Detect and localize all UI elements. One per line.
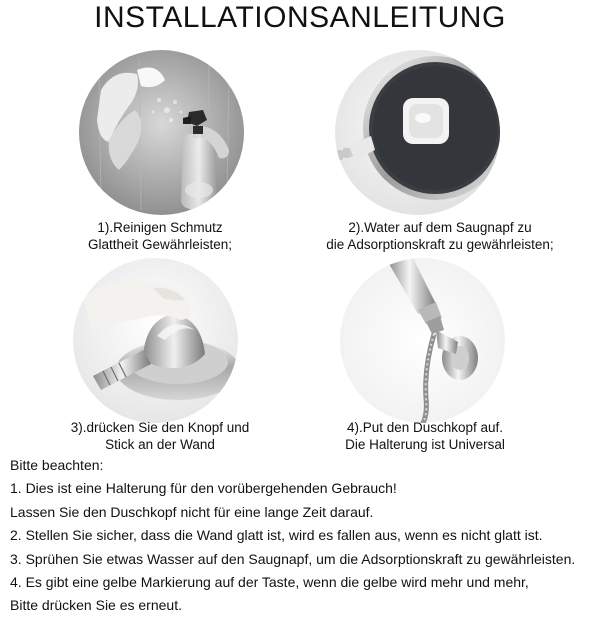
cleaning-spray-icon (79, 50, 244, 215)
step-1-caption: 1).Reinigen Schmutz Glattheit Gewährleisten; (87, 220, 233, 252)
press-button-icon (73, 258, 238, 423)
step-3-caption: 3).drücken Sie den Knopf und Stick an der Wand (70, 420, 250, 452)
page-title: INSTALLATIONSANLEITUNG (94, 1, 506, 34)
suction-cup-water-icon (335, 50, 500, 215)
notes-heading: Bitte beachten: (10, 457, 104, 473)
notes-section (10, 454, 595, 618)
shower-head-holder-icon (340, 258, 505, 423)
step-2-caption: 2).Water auf dem Saugnapf zu die Adsorptionskraft zu gewährleisten; (326, 220, 554, 252)
note-line: 1. Dies ist eine Halterung für den vorübergehenden Gebrauch! (10, 480, 397, 497)
note-line: 4. Es gibt eine gelbe Markierung auf der Taste, wenn die gelbe wird mehr und mehr, (10, 574, 529, 591)
note-line: Bitte drücken Sie es erneut. (10, 597, 182, 614)
step-4-caption: 4).Put den Duschkopf auf. Die Halterung ist Universal (345, 420, 505, 452)
note-line: 3. Sprühen Sie etwas Wasser auf den Saugnapf, um die Adsorptionskraft zu gewährleisten. (10, 550, 576, 567)
note-line: 2. Stellen Sie sicher, dass die Wand glatt ist, wird es fallen aus, wenn es nicht glatt ist. (10, 527, 543, 544)
note-line: Lassen Sie den Duschkopf nicht für eine lange Zeit darauf. (10, 503, 374, 520)
